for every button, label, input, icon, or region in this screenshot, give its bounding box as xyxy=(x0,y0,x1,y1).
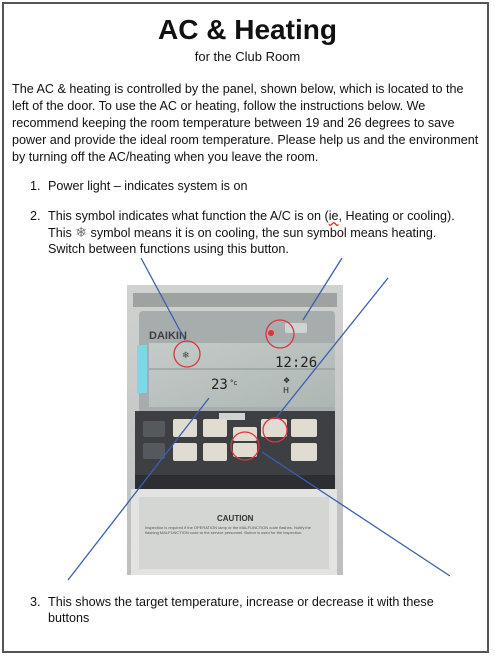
list-number: 2. xyxy=(30,209,41,223)
brand-logo: DAIKIN xyxy=(149,330,187,342)
arrow-mode-symbol xyxy=(141,258,185,340)
mode-snowflake-icon: ❄ xyxy=(182,351,190,361)
list-number: 3. xyxy=(30,595,41,609)
intro-paragraph: The AC & heating is controlled by the panel, shown below, which is located to the left of the door. To use the AC or heating, follow the instructions below. We recommend keeping the room temperature between 19 and 26 degrees to save power and provide the ideal room temperature. Please help us and the environment by turning off the AC/heating when you leave the room. xyxy=(12,82,479,164)
list-text-line-3: Switch between functions using this button. xyxy=(48,242,289,256)
ie-abbrev: ie xyxy=(328,209,339,223)
caution-title: CAUTION xyxy=(217,514,254,523)
snowflake-icon: ❄ xyxy=(75,224,88,240)
list-text-line-1: This shows the target temperature, increase or decrease it with these xyxy=(48,595,434,609)
arrow-temperature xyxy=(68,398,209,580)
lcd-mode-letter: H xyxy=(283,386,290,395)
list-number: 1. xyxy=(30,179,41,193)
lcd-temperature: 23 xyxy=(211,377,228,393)
arrow-temp-buttons xyxy=(262,452,450,576)
caution-text: Inspection is required if the OPERATION lamp or the MALFUNCTION code flashes. Notify the flashing MALFUNCTION code to the service personnel. Button is used for the inspection. xyxy=(145,525,311,535)
lcd-clock: 12:26 xyxy=(275,355,318,371)
lcd-temp-unit: °c xyxy=(230,379,238,387)
list-text: Power light – indicates system is on xyxy=(48,179,248,193)
arrow-power-light xyxy=(303,258,342,320)
list-text-line-2: This ❄ symbol means it is on cooling, the sun symbol means heating. xyxy=(48,224,437,240)
page-title: AC & Heating xyxy=(158,14,337,45)
list-text-line-2: buttons xyxy=(48,611,90,625)
list-text-line-1: This symbol indicates what function the A/C is on (ie, Heating or cooling). xyxy=(48,209,455,223)
arrow-mode-button xyxy=(276,278,388,418)
fan-icon: ❖ xyxy=(283,376,291,385)
page-subtitle: for the Club Room xyxy=(194,49,301,64)
